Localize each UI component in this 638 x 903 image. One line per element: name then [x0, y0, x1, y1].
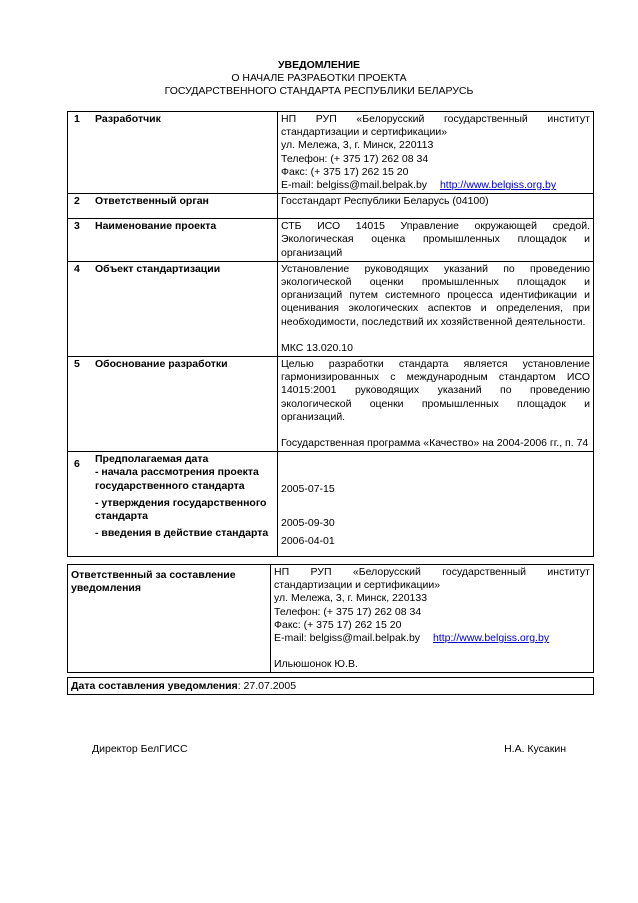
table-row-developer [68, 112, 594, 194]
responsible-label: Ответственный за составление уведомления [68, 565, 271, 673]
compile-date [68, 678, 594, 695]
developer-contacts [281, 179, 590, 192]
responsible-person: Ильюшонок Ю.В. [274, 658, 358, 671]
responsible-website-link[interactable]: http://www.belgiss.org.by [432, 632, 550, 645]
dates-labels [92, 452, 278, 557]
developer-email: E-mail: belgiss@mail.belpak.by [281, 179, 428, 192]
developer-phone: Телефон: (+ 375 17) 262 08 34 [281, 152, 429, 165]
responsible-info [271, 565, 594, 673]
justification-info [278, 357, 594, 452]
director-name: Н.А. Кусакин [504, 743, 566, 755]
row-label: Разработчик [92, 112, 278, 194]
row-number: 5 [68, 357, 93, 452]
project-info-table [67, 111, 594, 557]
justification-value: Целью разработки стандарта является установление гармонизированных с международным стандартом ИСО 14015:2001 руководящих указаний по проведению экологической оценки промышленных площадок и организаций. [281, 358, 590, 423]
row-label: Ответственный орган [92, 194, 278, 219]
table-row-responsible [68, 565, 594, 673]
table-row-project-name [68, 219, 594, 262]
notice-subtitle: О НАЧАЛЕ РАЗРАБОТКИ ПРОЕКТА [231, 72, 407, 84]
table-row-date [68, 678, 594, 695]
dates-values [278, 452, 594, 557]
developer-org: НП РУП «Белорусский государственный институт стандартизации и сертификации» [281, 113, 590, 139]
responsible-org: НП РУП «Белорусский государственный институт стандартизации и сертификации» [274, 566, 590, 592]
date-start-label: - начала рассмотрения проекта государственного стандарта [95, 466, 259, 492]
compile-date-value: : 27.07.2005 [237, 680, 297, 692]
table-row-authority [68, 194, 594, 219]
developer-fax: Факс: (+ 375 17) 262 15 20 [281, 165, 409, 178]
dates-heading: Предполагаемая дата [95, 453, 209, 466]
director-position: Директор БелГИСС [92, 743, 188, 755]
date-effect-label: - введения в действие стандарта [95, 527, 269, 540]
developer-website-link[interactable]: http://www.belgiss.org.by [439, 179, 557, 192]
notice-title: УВЕДОМЛЕНИЕ [277, 59, 361, 71]
row-label: Наименование проекта [92, 219, 278, 262]
object-value: Установление руководящих указаний по проведению экологической оценки промышленных площадок и организаций путем системного процесса идентификации и оценивания экологических аспектов и определения, при необходимости, последствий их хозяйственной деятельности. [281, 262, 590, 328]
date-start-value: 2005-07-15 [281, 483, 335, 496]
table-row-justification [68, 357, 594, 452]
compile-date-label: Дата составления уведомления [71, 680, 238, 692]
object-mks: МКС 13.020.10 [281, 341, 353, 354]
table-row-object [68, 261, 594, 356]
responsible-contacts [274, 632, 590, 645]
justification-program: Государственная программа «Качество» на 2004-2006 гг., п. 74 [281, 437, 589, 450]
responsible-phone: Телефон: (+ 375 17) 262 08 34 [274, 605, 422, 618]
responsible-fax: Факс: (+ 375 17) 262 15 20 [274, 618, 402, 631]
responsible-table [67, 564, 594, 673]
object-info [278, 261, 594, 356]
date-effect-value: 2006-04-01 [281, 534, 335, 547]
project-name-value: СТБ ИСО 14015 Управление окружающей средой. Экологическая оценка промышленных площадок и организаций [278, 219, 594, 262]
table-row-dates [68, 452, 594, 557]
notice-subtitle-2: ГОСУДАРСТВЕННОГО СТАНДАРТА РЕСПУБЛИКИ БЕЛАРУСЬ [164, 85, 474, 97]
date-table [67, 677, 594, 695]
responsible-address: ул. Мележа, 3, г. Минск, 220133 [274, 592, 428, 605]
row-number: 1 [68, 112, 93, 194]
responsible-email: E-mail: belgiss@mail.belpak.by [274, 632, 421, 645]
row-number: 4 [68, 261, 93, 356]
date-approve-value: 2005-09-30 [281, 517, 335, 530]
row-number: 3 [68, 219, 93, 262]
row-label: Объект стандартизации [92, 261, 278, 356]
developer-info [278, 112, 594, 194]
developer-address: ул. Мележа, 3, г. Минск, 220113 [281, 139, 434, 152]
authority-value: Госстандарт Республики Беларусь (04100) [278, 194, 594, 219]
row-number: 2 [68, 194, 93, 219]
date-approve-label: - утверждения государственного стандарта [95, 496, 267, 523]
row-number: 6 [68, 452, 93, 557]
row-label: Обоснование разработки [92, 357, 278, 452]
